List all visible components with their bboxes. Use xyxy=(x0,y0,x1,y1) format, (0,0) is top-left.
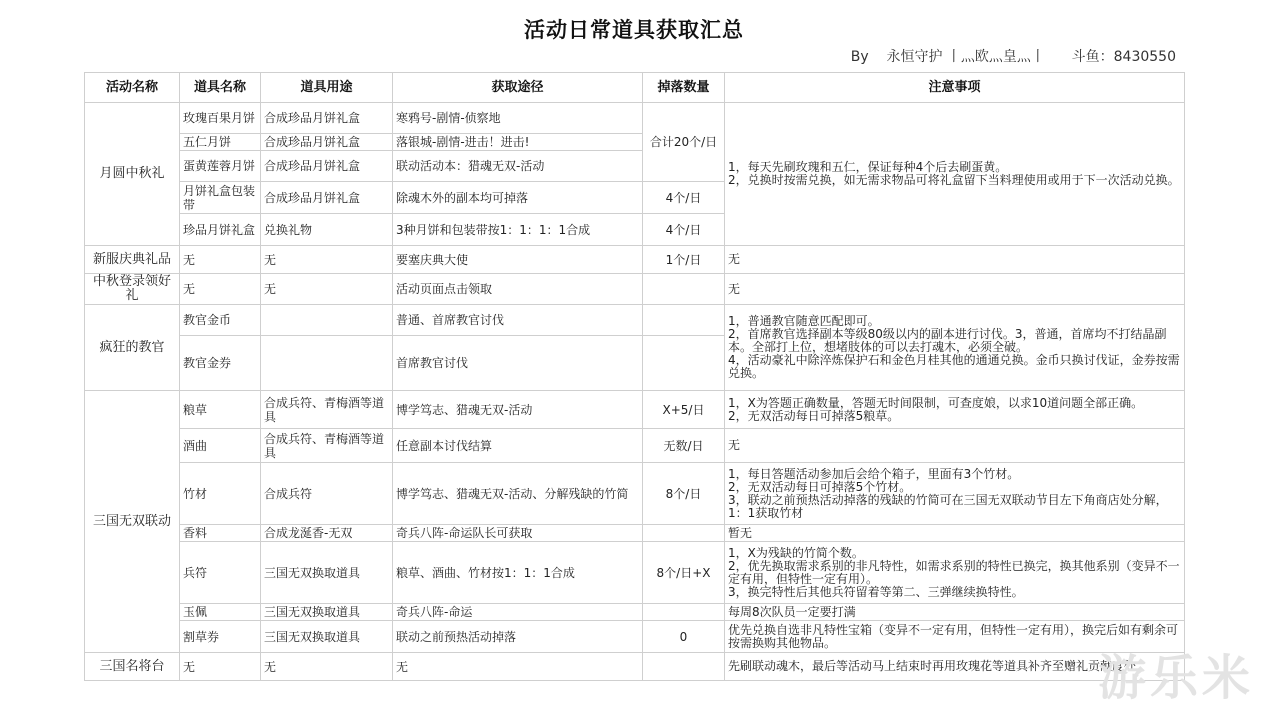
table-row xyxy=(85,391,1185,429)
item-source: 联动活动本：猎魂无双-活动 xyxy=(393,151,643,182)
activity-name: 新服庆典礼品 xyxy=(85,246,180,274)
item-summary-table xyxy=(84,72,1185,681)
drop-count xyxy=(643,305,725,336)
item-use: 合成龙涎香-无双 xyxy=(261,525,393,542)
notes-cell: 无 xyxy=(725,429,1185,463)
notes-cell xyxy=(725,463,1185,525)
header-drop: 掉落数量 xyxy=(643,73,725,103)
note-line: 3，换完特性后其他兵符留着等第二、三弹继续换特性。 xyxy=(728,584,1024,599)
item-use: 合成兵符、青梅酒等道具 xyxy=(261,391,393,429)
item-name: 蛋黄莲蓉月饼 xyxy=(180,151,261,182)
item-name: 无 xyxy=(180,653,261,681)
drop-count: 8个/日 xyxy=(643,463,725,525)
item-name: 粮草 xyxy=(180,391,261,429)
item-use: 合成珍品月饼礼盒 xyxy=(261,182,393,214)
activity-name: 疯狂的教官 xyxy=(85,305,180,391)
table-row xyxy=(85,274,1185,305)
item-use: 合成珍品月饼礼盒 xyxy=(261,151,393,182)
item-source: 粮草、酒曲、竹材按1：1：1合成 xyxy=(393,542,643,604)
author-byline: By 永恒守护 丨灬欧灬皇灬丨 斗鱼：8430550 xyxy=(850,49,1176,65)
table-row xyxy=(85,542,1185,604)
drop-count: 8个/日+X xyxy=(643,542,725,604)
table-header-row xyxy=(85,73,1185,103)
table-row xyxy=(85,463,1185,525)
note-line: 2，优先换取需求系别的非凡特性，如需求系别的特性已换完，换其他系别（变异不一定有用，但特性一定有用）。 xyxy=(728,558,1180,586)
table-row xyxy=(85,621,1185,653)
item-source: 3种月饼和包装带按1：1：1：1合成 xyxy=(393,214,643,246)
header-activity: 活动名称 xyxy=(85,73,180,103)
item-name: 无 xyxy=(180,274,261,305)
item-name: 酒曲 xyxy=(180,429,261,463)
item-name: 珍品月饼礼盒 xyxy=(180,214,261,246)
notes-cell: 每周8次队员一定要打满 xyxy=(725,604,1185,621)
item-name: 无 xyxy=(180,246,261,274)
drop-count: 无数/日 xyxy=(643,429,725,463)
item-use: 三国无双换取道具 xyxy=(261,604,393,621)
notes-cell: 无 xyxy=(725,274,1185,305)
drop-count: 4个/日 xyxy=(643,182,725,214)
item-source: 要塞庆典大使 xyxy=(393,246,643,274)
item-source: 寒鸦号-剧情-侦察地 xyxy=(393,103,643,134)
activity-name: 三国无双联动 xyxy=(85,391,180,653)
item-name: 教官金币 xyxy=(180,305,261,336)
note-line: 2，无双活动每日可掉落5粮草。 xyxy=(728,408,900,423)
note-line: 2，无双活动每日可掉落5个竹材。 xyxy=(728,479,912,494)
notes-cell: 先刷联动魂木，最后等活动马上结束时再用玫瑰花等道具补齐至赠礼贡献度处 xyxy=(725,653,1185,681)
header-use: 道具用途 xyxy=(261,73,393,103)
drop-count xyxy=(643,274,725,305)
notes-cell: 优先兑换自选非凡特性宝箱（变异不一定有用，但特性一定有用），换完后如有剩余可按需换购其他物品。 xyxy=(725,621,1185,653)
table-row xyxy=(85,305,1185,336)
header-notes: 注意事项 xyxy=(725,73,1185,103)
note-line: 1，每日答题活动参加后会给个箱子，里面有3个竹材。 xyxy=(728,466,1020,481)
table-row xyxy=(85,429,1185,463)
drop-count: 0 xyxy=(643,621,725,653)
item-use: 无 xyxy=(261,653,393,681)
note-line: 1，X为答题正确数量，答题无时间限制，可查度娘，以求10道问题全部正确。 xyxy=(728,395,1144,410)
item-name: 月饼礼盒包装带 xyxy=(180,182,261,214)
drop-count xyxy=(643,653,725,681)
notes-cell xyxy=(725,103,1185,246)
drop-count xyxy=(643,525,725,542)
drop-count: 1个/日 xyxy=(643,246,725,274)
note-line: 1，普通教官随意匹配即可。 xyxy=(728,314,880,328)
table-row xyxy=(85,246,1185,274)
item-source: 奇兵八阵-命运 xyxy=(393,604,643,621)
note-line: 3，联动之前预热活动掉落的残缺的竹简可在三国无双联动节目左下角商店处分解，1：1获取竹材 xyxy=(728,492,1168,520)
header-item: 道具名称 xyxy=(180,73,261,103)
item-source: 联动之前预热活动掉落 xyxy=(393,621,643,653)
note-line: 2，兑换时按需兑换，如无需求物品可将礼盒留下当料理使用或用于下一次活动兑换。 xyxy=(728,173,1180,187)
note-line: 1，X为残缺的竹简个数。 xyxy=(728,545,864,560)
drop-count xyxy=(643,336,725,391)
note-line: 2，首席教官选择副本等级80级以内的副本进行讨伐。3，普通，首席均不打结晶副本。全部打上位，想堵肢体的可以去打魂木，必须全破。 xyxy=(728,327,1167,354)
item-source: 博学笃志、猎魂无双-活动、分解残缺的竹简 xyxy=(393,463,643,525)
header-source: 获取途径 xyxy=(393,73,643,103)
item-use: 无 xyxy=(261,246,393,274)
notes-cell: 无 xyxy=(725,246,1185,274)
item-use xyxy=(261,305,393,336)
note-line: 1，每天先刷玫瑰和五仁，保证每种4个后去刷蛋黄。 xyxy=(728,160,1008,174)
item-name: 割草券 xyxy=(180,621,261,653)
item-source: 奇兵八阵-命运队长可获取 xyxy=(393,525,643,542)
item-source: 博学笃志、猎魂无双-活动 xyxy=(393,391,643,429)
item-name: 玉佩 xyxy=(180,604,261,621)
drop-count: 合计20个/日 xyxy=(643,103,725,182)
drop-count xyxy=(643,604,725,621)
drop-count: X+5/日 xyxy=(643,391,725,429)
item-use: 兑换礼物 xyxy=(261,214,393,246)
page-title: 活动日常道具获取汇总 xyxy=(524,18,744,42)
item-name: 五仁月饼 xyxy=(180,134,261,151)
activity-name: 月圆中秋礼 xyxy=(85,103,180,246)
item-name: 竹材 xyxy=(180,463,261,525)
item-source: 首席教官讨伐 xyxy=(393,336,643,391)
table-row xyxy=(85,604,1185,621)
item-source: 落银城-剧情-进击！进击! xyxy=(393,134,643,151)
notes-cell xyxy=(725,391,1185,429)
notes-cell: 暂无 xyxy=(725,525,1185,542)
item-use xyxy=(261,336,393,391)
item-use: 合成珍品月饼礼盒 xyxy=(261,134,393,151)
item-use: 合成兵符 xyxy=(261,463,393,525)
item-name: 兵符 xyxy=(180,542,261,604)
table-row xyxy=(85,525,1185,542)
item-use: 三国无双换取道具 xyxy=(261,542,393,604)
table-row xyxy=(85,653,1185,681)
item-use: 合成珍品月饼礼盒 xyxy=(261,103,393,134)
item-source: 任意副本讨伐结算 xyxy=(393,429,643,463)
site-watermark: 游乐米 xyxy=(1097,650,1254,706)
drop-count: 4个/日 xyxy=(643,214,725,246)
item-name: 香料 xyxy=(180,525,261,542)
item-source: 除魂木外的副本均可掉落 xyxy=(393,182,643,214)
item-use: 三国无双换取道具 xyxy=(261,621,393,653)
table-row xyxy=(85,103,1185,134)
item-use: 合成兵符、青梅酒等道具 xyxy=(261,429,393,463)
note-line: 4，活动豪礼中除淬炼保护石和金色月桂其他的通通兑换。金币只换讨伐证，金券按需兑换。 xyxy=(728,353,1180,380)
item-source: 普通、首席教官讨伐 xyxy=(393,305,643,336)
activity-name: 三国名将台 xyxy=(85,653,180,681)
item-name: 玫瑰百果月饼 xyxy=(180,103,261,134)
notes-cell xyxy=(725,542,1185,604)
item-use: 无 xyxy=(261,274,393,305)
notes-cell xyxy=(725,305,1185,391)
item-source: 无 xyxy=(393,653,643,681)
item-source: 活动页面点击领取 xyxy=(393,274,643,305)
activity-name: 中秋登录领好礼 xyxy=(85,274,180,305)
item-name: 教官金券 xyxy=(180,336,261,391)
